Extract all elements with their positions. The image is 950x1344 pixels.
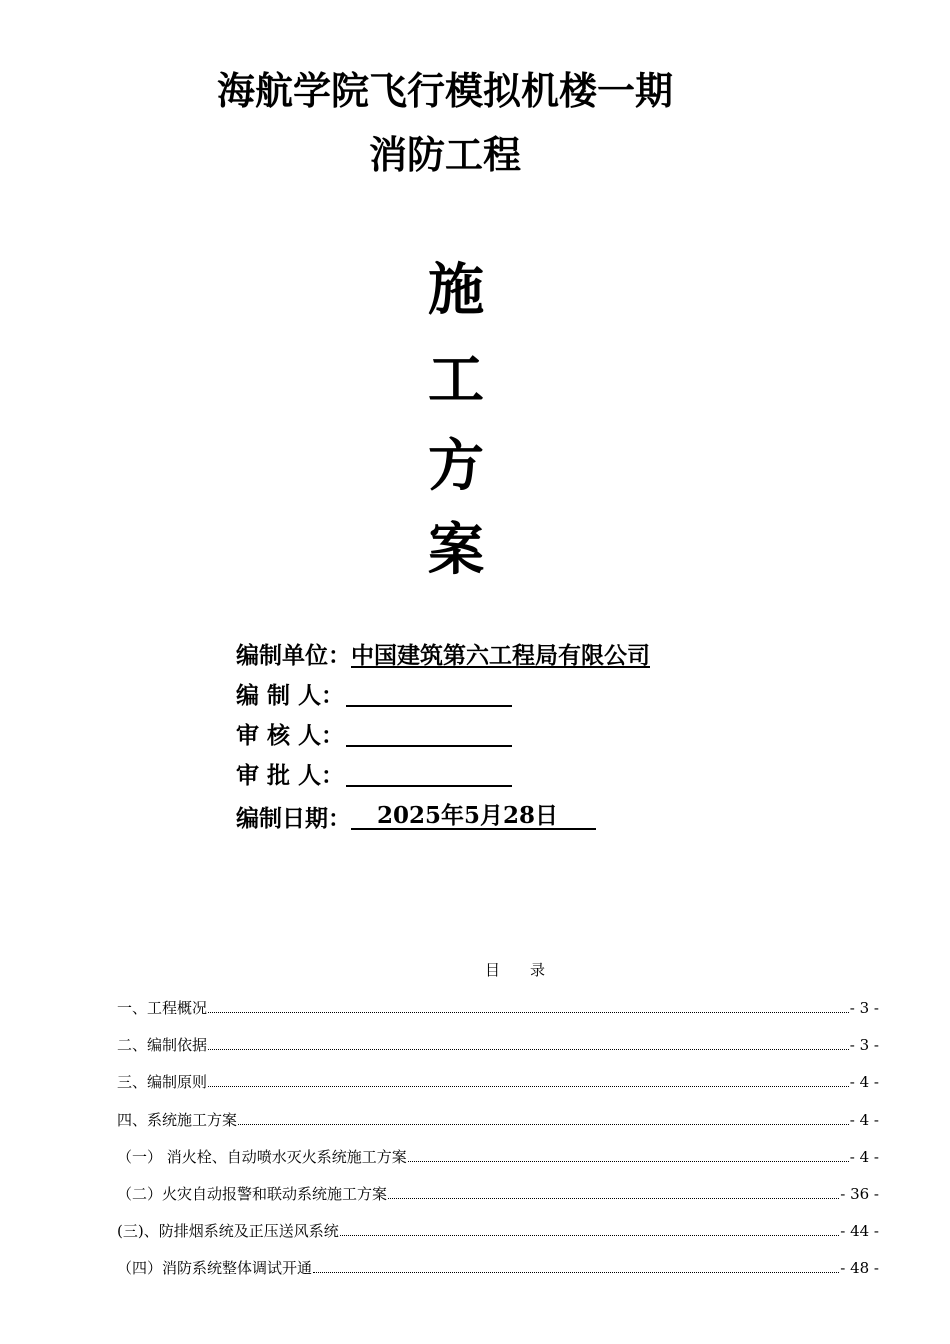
reviewer-row xyxy=(236,724,512,747)
toc-entry-text: （一） 消火栓、自动喷水灭火系统施工方案 xyxy=(117,1147,407,1166)
toc-entry[interactable] xyxy=(117,998,879,1017)
vertical-title-char: 方 xyxy=(428,433,484,499)
toc-entry[interactable] xyxy=(117,1035,879,1054)
toc-leader-dots xyxy=(208,998,849,1013)
toc-entry-page: - 3 - xyxy=(849,998,879,1017)
toc-entry-page: - 44 - xyxy=(840,1221,879,1240)
toc-leader-dots xyxy=(208,1035,849,1050)
toc-entry-page: - 3 - xyxy=(849,1035,879,1054)
editor-row xyxy=(236,684,512,707)
approver-row xyxy=(236,764,512,787)
toc-entry-text: (三)、防排烟系统及正压送风系统 xyxy=(117,1221,339,1240)
vertical-title-char: 工 xyxy=(428,347,484,413)
toc-entry-text: （二）火灾自动报警和联动系统施工方案 xyxy=(117,1184,388,1203)
toc-entry[interactable] xyxy=(117,1147,879,1166)
toc-entry-text: 二、编制依据 xyxy=(117,1035,208,1054)
toc-entry-text: 四、系统施工方案 xyxy=(117,1110,238,1129)
editor-blank-line xyxy=(346,685,512,707)
compiling-unit-label: 编制单位： xyxy=(236,642,351,669)
toc-entry-page: - 48 - xyxy=(840,1258,879,1277)
date-row xyxy=(236,804,596,830)
toc-entry-page: - 36 - xyxy=(840,1184,879,1203)
editor-label: 编 制 人： xyxy=(236,682,345,709)
date-label: 编制日期： xyxy=(236,805,351,832)
approver-label: 审 批 人： xyxy=(236,762,345,789)
toc-entry[interactable] xyxy=(117,1110,879,1129)
compiling-unit-value: 中国建筑第六工程局有限公司 xyxy=(351,642,650,669)
toc-leader-dots xyxy=(208,1072,849,1087)
toc-leader-dots xyxy=(340,1221,840,1236)
toc-entry-text: （四）消防系统整体调试开通 xyxy=(117,1258,313,1277)
toc-entry-text: 一、工程概况 xyxy=(117,998,208,1017)
toc-leader-dots xyxy=(313,1258,839,1273)
approver-blank-line xyxy=(346,765,512,787)
toc-entry-page: - 4 - xyxy=(849,1110,879,1129)
toc-leader-dots xyxy=(238,1110,849,1125)
title-line-2: 消防工程 xyxy=(368,132,521,177)
toc-leader-dots xyxy=(408,1147,849,1162)
toc-title: 目 录 xyxy=(484,961,545,979)
toc-entry[interactable] xyxy=(117,1072,879,1091)
reviewer-label: 审 核 人： xyxy=(236,722,345,749)
toc-entry[interactable] xyxy=(117,1184,879,1203)
reviewer-blank-line xyxy=(346,725,512,747)
toc-entry-page: - 4 - xyxy=(849,1147,879,1166)
vertical-title-char: 施 xyxy=(428,257,484,323)
toc-entry-text: 三、编制原则 xyxy=(117,1072,208,1091)
toc-entry-page: - 4 - xyxy=(849,1072,879,1091)
toc-entry[interactable] xyxy=(117,1221,879,1240)
date-value: 2025年5月28日 xyxy=(351,804,596,830)
toc-entry[interactable] xyxy=(117,1258,879,1277)
vertical-title-char: 案 xyxy=(428,517,484,583)
title-line-1: 海航学院飞行模拟机楼一期 xyxy=(216,68,673,113)
compiling-unit-row xyxy=(236,644,650,667)
toc-leader-dots xyxy=(388,1184,839,1199)
